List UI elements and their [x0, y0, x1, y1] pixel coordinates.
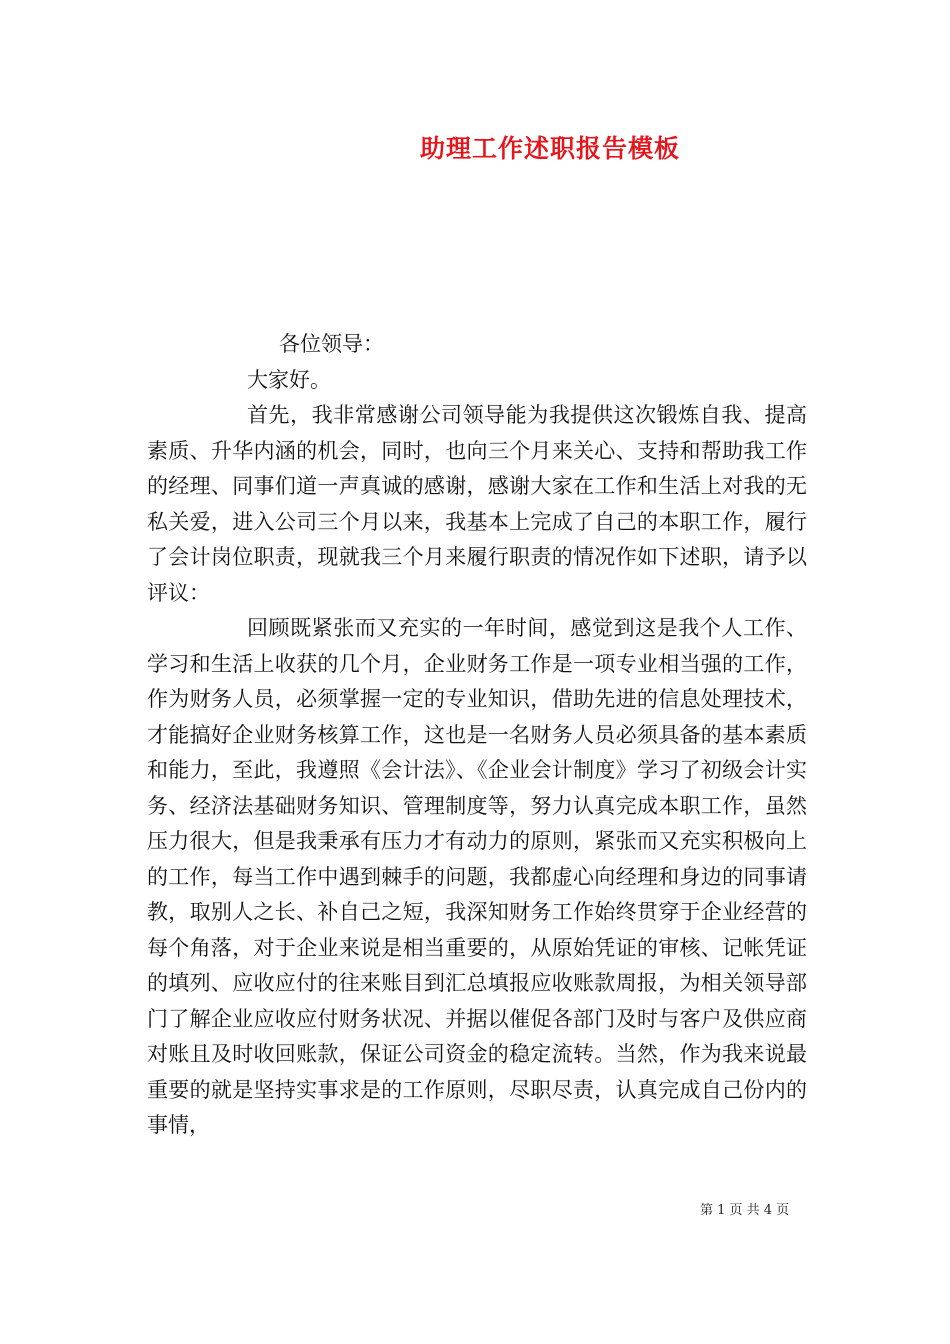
document-body [147, 327, 807, 1144]
salutation: 各位领导： [279, 332, 384, 356]
document-title: 助理工作述职报告模板 [419, 134, 680, 163]
paragraph-1: 首先，我非常感谢公司领导能为我提供这次锻炼自我、提高素质、升华内涵的机会，同时，也向三个月来关心、支持和帮助我工作的经理、同事们道一声真诚的感谢，感谢大家在工作和生活上对我的无私关爱，进入公司三个月以来，我基本上完成了自己的本职工作，履行了会计岗位职责，现就我三个月来履行职责的情况作如下述职，请予以评议： [147, 403, 807, 605]
page-number-footer: 第 1 页 共 4 页 [700, 1203, 790, 1218]
paragraph-2: 回顾既紧张而又充实的一年时间，感觉到这是我个人工作、学习和生活上收获的几个月，企业财务工作是一项专业相当强的工作，作为财务人员，必须掌握一定的专业知识，借助先进的信息处理技术，才能搞好企业财务核算工作，这也是一名财务人员必须具备的基本素质和能力，至此，我遵照《会计法》、《企业会计制度》学习了初级会计实务、经济法基础财务知识、管理制度等，努力认真完成本职工作，虽然压力很大，但是我秉承有压力才有动力的原则，紧张而又充实积极向上的工作，每当工作中遇到棘手的问题，我都虚心向经理和身边的同事请教，取别人之长、补自己之短，我深知财务工作始终贯穿于企业经营的每个角落，对于企业来说是相当重要的，从原始凭证的审核、记帐凭证的填列、应收应付的往来账目到汇总填报应收账款周报，为相关领导部门了解企业应收应付财务状况、并据以催促各部门及时与客户及供应商对账且及时收回账款，保证公司资金的稳定流转。当然，作为我来说最重要的就是坚持实事求是的工作原则，尽职尽责，认真完成自己份内的事情， [147, 616, 807, 1137]
greeting: 大家好。 [247, 367, 331, 392]
